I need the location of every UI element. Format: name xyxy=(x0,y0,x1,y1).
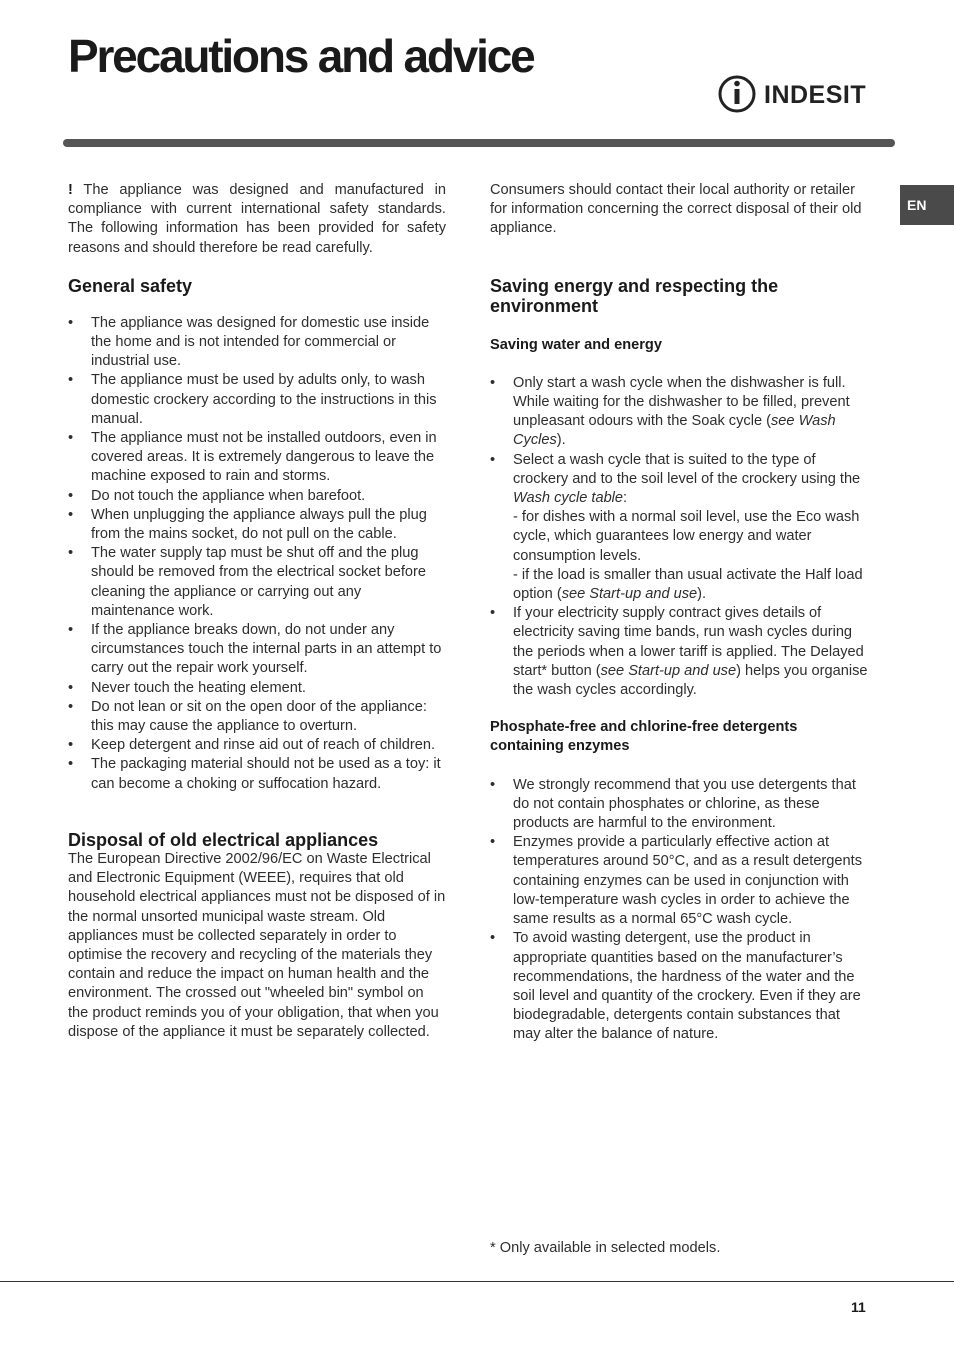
page-title: Precautions and advice xyxy=(68,30,534,82)
footer-rule xyxy=(0,1281,954,1282)
list-item: • The packaging material should not be used as a toy: it can become a choking or suffocation hazard. xyxy=(68,755,446,793)
header-rule xyxy=(63,139,895,147)
page-number: 11 xyxy=(851,1299,866,1315)
detergents-list xyxy=(490,776,868,1045)
list-item: • Do not lean or sit on the open door of the appliance: this may cause the appliance to overturn. xyxy=(68,698,446,736)
item-text: ). xyxy=(697,586,707,603)
item-text: - if the load is smaller than usual activate the Half load option ( xyxy=(513,566,863,603)
list-item: • We strongly recommend that you use detergents that do not contain phosphates or chlorine, as these products are harmful to the environment. xyxy=(490,776,868,834)
reference-link: see Start-up and use xyxy=(600,662,737,679)
intro-text: The appliance was designed and manufactured in compliance with current international safety standards. The following information has been provided for safety reasons and should therefore be read carefully. xyxy=(68,182,446,256)
list-item xyxy=(490,451,868,605)
list-item: • Enzymes provide a particularly effective action at temperatures around 50°C, and as a result detergents containing enzymes can be used in conjunction with low-temperature wash cycles in order to achieve the same results as a normal 65°C wash cycle. xyxy=(490,833,868,929)
reference-link: see Start-up and use xyxy=(561,586,698,603)
list-item: • The appliance must not be installed outdoors, even in covered areas. It is extremely dangerous to leave the machine exposed to rain and storms. xyxy=(68,429,446,487)
disposal-paragraph: The European Directive 2002/96/EC on Waste Electrical and Electronic Equipment (WEEE), requires that old household electrical appliances must not be disposed of in the normal unsorted municipal waste stream. Old appliances must be collected separately in order to optimise the recovery and recycling of the materials they contain and reduce the impact on human health and the environment. The crossed out "wheeled bin" symbol on the product reminds you of your obligation, that when you dispose of the appliance it must be separately collected. xyxy=(68,850,446,1040)
list-item: • To avoid wasting detergent, use the product in appropriate quantities based on the manufacturer’s recommendations, the hardness of the water and the soil level and quantity of the crockery. Even if they are biodegradable, detergents contain substances that may alter the balance of nature. xyxy=(490,929,868,1044)
disposal-heading: Disposal of old electrical appliances xyxy=(68,829,379,850)
left-column xyxy=(68,181,446,1042)
footnote: * Only available in selected models. xyxy=(490,1240,721,1256)
item-text: ). xyxy=(556,432,566,449)
list-item: • If the appliance breaks down, do not under any circumstances touch the internal parts in an attempt to carry out the repair work yourself. xyxy=(68,621,446,679)
list-item: • The water supply tap must be shut off and the plug should be removed from the electrical socket before cleaning the appliance or carrying out any maintenance work. xyxy=(68,544,446,621)
sub-item-text xyxy=(513,566,868,604)
item-text: ) helps you organise the wash cycles accordingly. xyxy=(513,662,868,699)
item-text: : xyxy=(623,490,628,507)
list-item xyxy=(490,604,868,700)
list-item: • When unplugging the appliance always pull the plug from the mains socket, do not pull on the cable. xyxy=(68,506,446,544)
reference-link: Wash cycle table xyxy=(513,490,624,507)
list-item: • The appliance was designed for domestic use inside the home and is not intended for commercial or industrial use. xyxy=(68,314,446,372)
list-item xyxy=(490,374,868,451)
list-item: • The appliance must be used by adults only, to wash domestic crockery according to the instructions in this manual. xyxy=(68,371,446,429)
list-item: • Never touch the heating element. xyxy=(68,679,446,698)
saving-energy-heading: Saving energy and respecting the environment xyxy=(490,275,779,316)
right-column xyxy=(490,181,868,1045)
item-text: Only start a wash cycle when the dishwasher is full. While waiting for the dishwasher to be filled, prevent unpleasant odours with the Soak cycle ( xyxy=(513,374,850,430)
list-item: • Do not touch the appliance when barefoot. xyxy=(68,487,446,506)
disposal-contact-paragraph: Consumers should contact their local authority or retailer for information concerning the correct disposal of their old appliance. xyxy=(490,182,862,237)
logo-wordmark: INDESIT xyxy=(764,81,867,109)
general-safety-heading: General safety xyxy=(68,275,193,296)
saving-water-subheading: Saving water and energy xyxy=(490,336,662,353)
item-text: If your electricity supply contract gives details of electricity saving time bands, run wash cycles during the periods when a lower tariff is applied. The Delayed start* button ( xyxy=(513,605,864,679)
item-text: Select a wash cycle that is suited to the type of crockery and to the soil level of the crockery using the xyxy=(513,451,861,487)
list-item: • Keep detergent and rinse aid out of reach of children. xyxy=(68,736,446,755)
general-safety-list xyxy=(68,314,446,794)
detergents-subheading: Phosphate-free and chlorine-free detergents containing enzymes xyxy=(490,719,798,755)
intro-paragraph xyxy=(68,181,446,258)
sub-item-text: - for dishes with a normal soil level, use the Eco wash cycle, which guarantees low energy and water consumption levels. xyxy=(513,509,860,564)
indesit-logo xyxy=(718,74,870,116)
saving-water-list xyxy=(490,374,868,700)
language-tab[interactable]: EN xyxy=(900,185,954,225)
warning-mark: ! xyxy=(68,182,73,198)
reference-link: see Wash Cycles xyxy=(513,413,836,449)
